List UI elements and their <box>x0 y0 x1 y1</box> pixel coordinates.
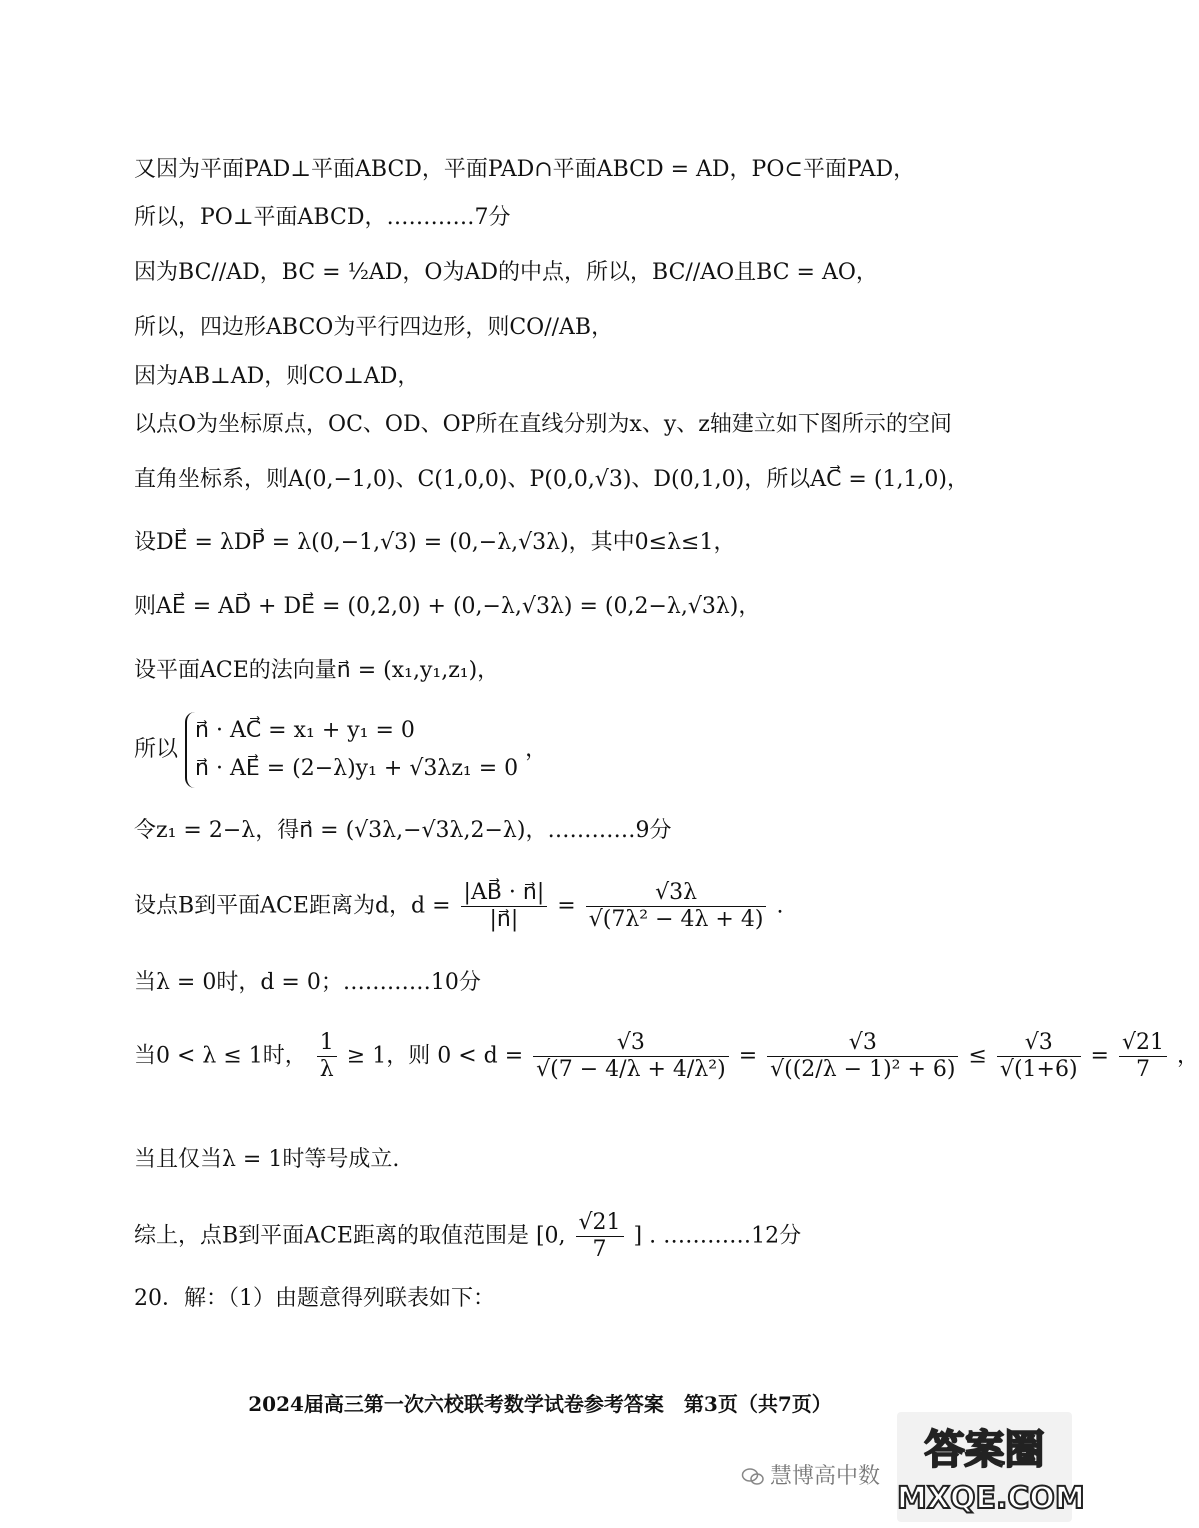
text-line-10: 设平面ACE的法向量n⃗ = (x₁,y₁,z₁)， <box>134 658 500 683</box>
text-line-8: 设DE⃗ = λDP⃗ = λ(0,−1,√3) = (0,−λ,√3λ)，其中0≤λ≤1， <box>134 530 736 555</box>
distance-equals: = <box>557 893 576 919</box>
watermark-source-text: 慧博高中数 <box>770 1464 881 1489</box>
inequality-mid: ≥ 1，则 0 < d = <box>346 1043 524 1069</box>
frac3-num: √3 <box>997 1030 1081 1057</box>
distance-num-2: √3λ <box>586 880 767 907</box>
conclusion-prefix: 综上，点B到平面ACE距离的取值范围是 <box>134 1223 529 1249</box>
text-line-11: 令z₁ = 2−λ，得n⃗ = (√3λ,−√3λ,2−λ)，…………9分 <box>134 818 672 843</box>
distance-prefix: 设点B到平面ACE距离为d，d = <box>134 893 451 919</box>
system-row-1: n⃗ · AC⃗ = x₁ + y₁ = 0 <box>195 718 415 743</box>
interval-close: ] <box>633 1223 643 1249</box>
frac1-num: √3 <box>533 1030 729 1057</box>
inequality-suffix: ， <box>1177 1043 1199 1069</box>
distance-den-1: |n⃗| <box>489 907 519 932</box>
inequality-fraction-2 <box>767 1030 958 1083</box>
conclusion-suffix: . …………12分 <box>649 1223 802 1249</box>
text-line-12: 当λ = 0时，d = 0；…………10分 <box>134 970 481 995</box>
page-footer: 2024届高三第一次六校联考数学试卷参考答案 第3页（共7页） <box>248 1392 832 1416</box>
inequality-fraction-1 <box>533 1030 729 1083</box>
text-line-6: 以点O为坐标原点，OC、OD、OP所在直线分别为x、y、z轴建立如下图所示的空间 <box>134 412 952 437</box>
text-line-2: 所以，PO⊥平面ABCD，…………7分 <box>134 205 511 230</box>
frac2-den: √((2/λ − 1)² + 6) <box>770 1057 956 1082</box>
text-line-3: 因为BC//AD，BC = ½AD，O为AD的中点，所以，BC//AO且BC = AO， <box>134 260 878 285</box>
distance-formula-line <box>134 880 783 933</box>
text-line-9: 则AE⃗ = AD⃗ + DE⃗ = (0,2,0) + (0,−λ,√3λ) = (0,2−λ,√3λ)， <box>134 594 761 619</box>
text-line-1: 又因为平面PAD⊥平面ABCD，平面PAD∩平面ABCD = AD，PO⊂平面PAD， <box>134 157 916 182</box>
inequality-prefix: 当0 < λ ≤ 1时， <box>134 1043 307 1069</box>
watermark-logo-top: 答案圈 <box>924 1427 1045 1473</box>
wechat-icon <box>742 1468 764 1486</box>
distance-den-2: √(7λ² − 4λ + 4) <box>588 907 764 932</box>
text-line-5: 因为AB⊥AD，则CO⊥AD， <box>134 364 420 389</box>
watermark <box>742 1412 1085 1522</box>
system-suffix: ， <box>525 737 548 762</box>
inequality-fraction-3 <box>997 1030 1081 1083</box>
distance-fraction-1 <box>461 880 548 933</box>
distance-num-1: |AB⃗ · n⃗| <box>461 880 548 907</box>
watermark-logo-bottom: MXQE.COM <box>897 1481 1085 1516</box>
text-line-4: 所以，四边形ABCO为平行四边形，则CO//AB， <box>134 315 614 340</box>
distance-suffix: . <box>776 893 784 919</box>
inverse-den: λ <box>319 1057 334 1082</box>
equals-1: = <box>738 1043 758 1069</box>
frac1-den: √(7 − 4/λ + 4/λ²) <box>536 1057 726 1082</box>
equals-2: = <box>1090 1043 1109 1069</box>
inequality-fraction-4 <box>1119 1030 1167 1083</box>
frac4-num: √21 <box>1119 1030 1167 1057</box>
equation-system-line <box>134 712 547 788</box>
inverse-lambda-fraction <box>317 1030 337 1083</box>
inverse-num: 1 <box>317 1030 337 1057</box>
conclusion-line <box>134 1210 801 1263</box>
watermark-logo <box>897 1412 1085 1522</box>
system-row-2: n⃗ · AE⃗ = (2−λ)y₁ + √3λz₁ = 0 <box>195 756 519 781</box>
less-equal: ≤ <box>968 1043 987 1069</box>
equation-system <box>185 712 518 788</box>
frac4-den: 7 <box>1135 1057 1150 1082</box>
frac2-num: √3 <box>767 1030 958 1057</box>
text-line-13: 当且仅当λ = 1时等号成立. <box>134 1147 400 1172</box>
distance-fraction-2 <box>586 880 767 933</box>
conclusion-fraction <box>576 1210 624 1263</box>
interval-open: [0, <box>535 1223 566 1249</box>
conclusion-den: 7 <box>592 1237 607 1262</box>
text-line-7: 直角坐标系，则A(0,−1,0)、C(1,0,0)、P(0,0,√3)、D(0,1,0)，所以AC⃗ = (1,1,0)， <box>134 467 970 492</box>
frac3-den: √(1+6) <box>999 1057 1078 1082</box>
problem-20-heading: 20．解：（1）由题意得列联表如下： <box>134 1286 495 1311</box>
inequality-line <box>134 1030 1199 1083</box>
conclusion-num: √21 <box>576 1210 624 1237</box>
watermark-source <box>742 1459 880 1490</box>
system-prefix: 所以 <box>134 737 179 762</box>
